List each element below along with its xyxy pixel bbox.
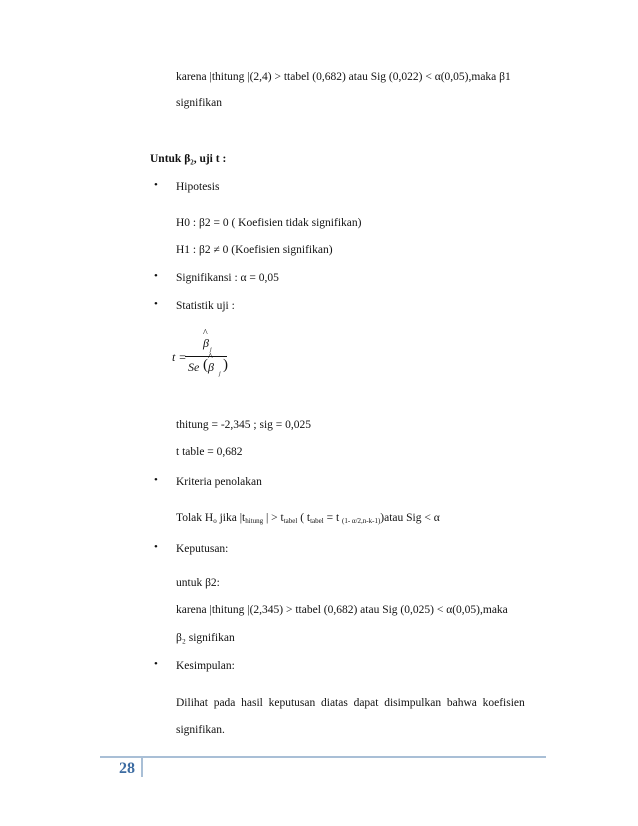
formula-open-paren: ( — [203, 357, 208, 373]
section-heading: Untuk β₂, uji t : — [150, 153, 227, 165]
ttable-value: t table = 0,682 — [176, 446, 243, 458]
bullet-dot: • — [154, 658, 158, 670]
thitung-value: thitung = -2,345 ; sig = 0,025 — [176, 419, 312, 431]
bullet-dot: • — [154, 270, 158, 282]
bullet-keputusan: Keputusan: — [176, 543, 229, 555]
formula-subscript: j — [219, 371, 221, 377]
beta1-conclusion-line2: signifikan — [176, 97, 222, 109]
bullet-signifikansi: Signifikansi : α = 0,05 — [176, 272, 279, 284]
bullet-hipotesis: Hipotesis — [176, 181, 220, 193]
formula-denominator: Se — [188, 360, 200, 374]
conclusion-line1: Dilihat pada hasil keputusan diatas dapat disimpulkan bahwa koefisien — [176, 697, 525, 709]
bullet-dot: • — [154, 298, 158, 310]
footer-rule — [100, 756, 546, 758]
bullet-statistik: Statistik uji : — [176, 300, 235, 312]
formula-hat: ^ — [203, 328, 208, 339]
hypothesis-h1: H1 : β2 ≠ 0 (Koefisien signifikan) — [176, 244, 333, 256]
criteria-rule: Tolak Ho jika |thitung | > ttabel ( ttabel = t (1- α/2,n-k-1))atau Sig < α — [176, 512, 440, 525]
t-statistic-formula — [170, 328, 230, 382]
bullet-dot: • — [154, 474, 158, 486]
formula-close-paren: ) — [223, 357, 228, 373]
formula-denominator-beta: β — [208, 360, 214, 374]
bullet-dot: • — [154, 541, 158, 553]
bullet-dot: • — [154, 179, 158, 191]
page-number: 28 — [119, 760, 135, 777]
decision-line1: karena |thitung |(2,345) > ttabel (0,682) atau Sig (0,025) < α(0,05),maka — [176, 604, 508, 616]
decision-line2: β₂ signifikan — [176, 632, 235, 644]
formula-hat: ^ — [208, 352, 213, 363]
decision-intro: untuk β2: — [176, 577, 220, 589]
hypothesis-h0: H0 : β2 = 0 ( Koefisien tidak signifikan) — [176, 217, 362, 229]
bullet-kriteria: Kriteria penolakan — [176, 476, 262, 488]
formula-lhs: t = — [172, 350, 187, 364]
formula-subscript: j — [210, 347, 212, 353]
conclusion-line2: signifikan. — [176, 724, 225, 736]
beta1-conclusion-line1: karena |thitung |(2,4) > ttabel (0,682) atau Sig (0,022) < α(0,05),maka β1 — [176, 71, 511, 83]
bullet-kesimpulan: Kesimpulan: — [176, 660, 235, 672]
page-number-divider — [141, 757, 143, 777]
formula-numerator: β — [203, 336, 209, 350]
